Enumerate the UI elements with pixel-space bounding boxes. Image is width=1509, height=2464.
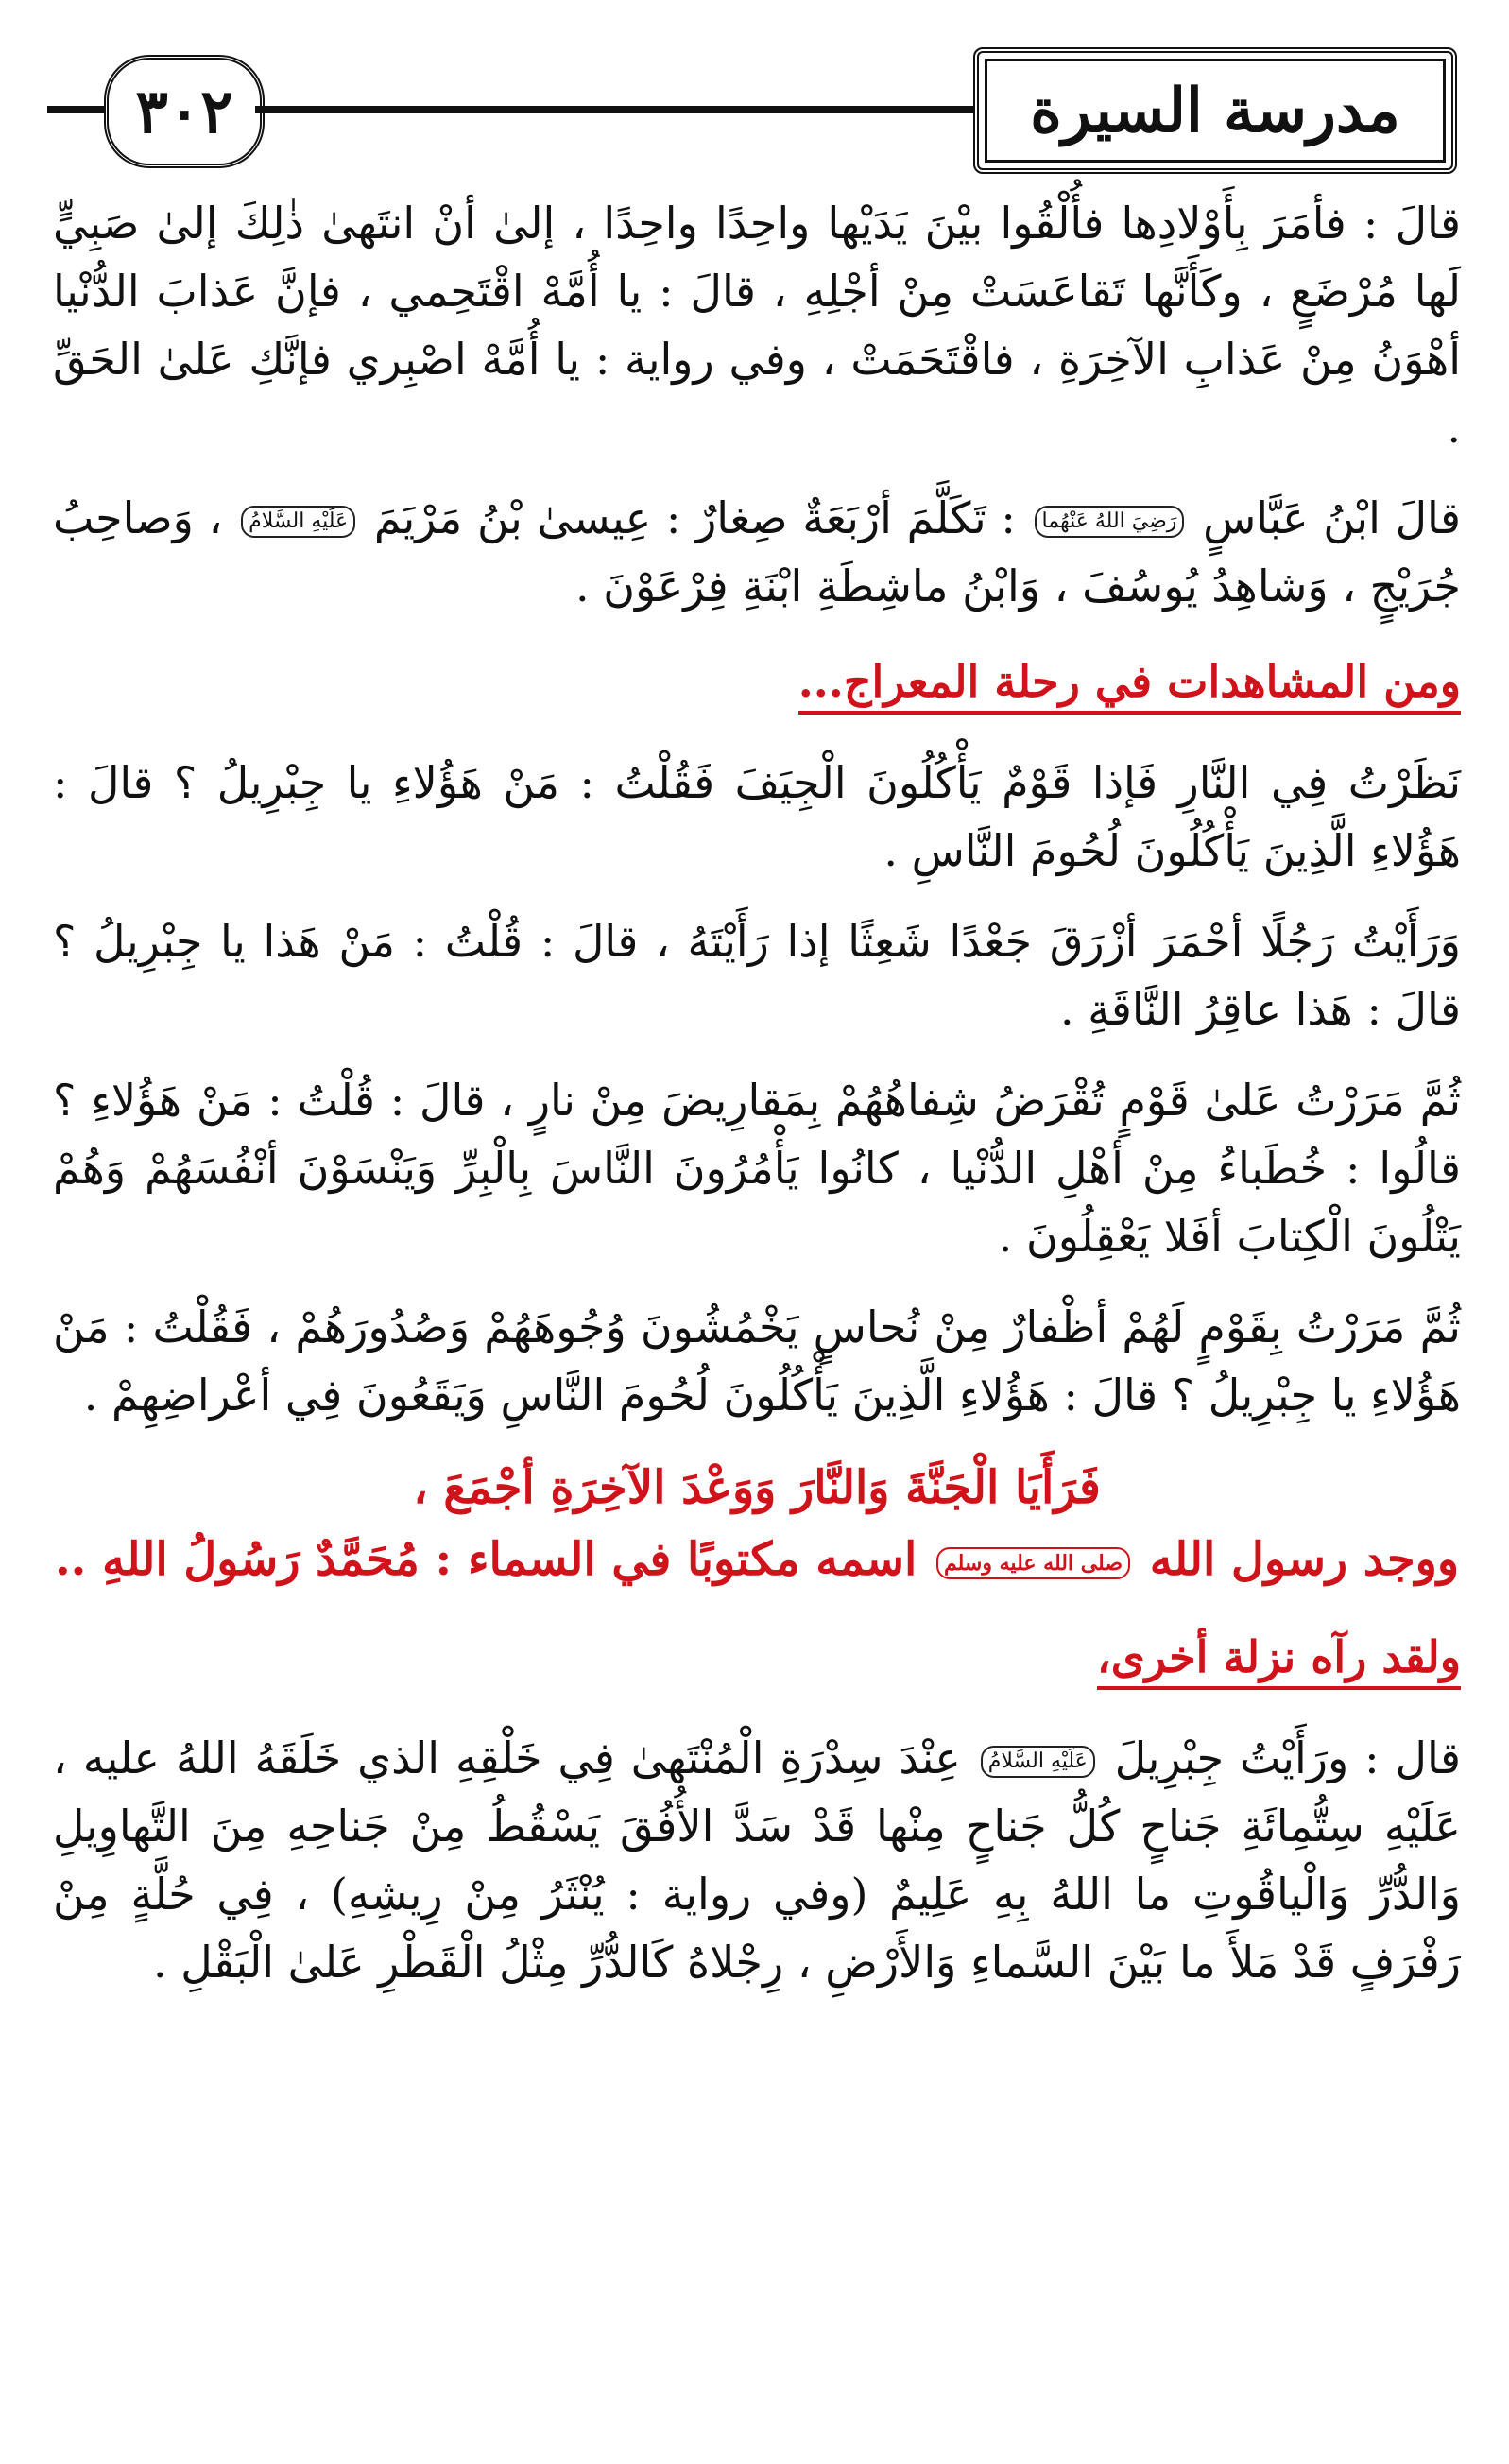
section-heading-nazla <box>53 1624 1461 1690</box>
paragraph-7-part-b: عِنْدَ سِدْرَةِ الْمُنْتَهىٰ فِي خَلْقِهِ الذي خَلَقَهُ اللهُ عليه ، عَلَيْهِ سِتُّمِائَةِ جَناحٍ كُلُّ جَناحٍ مِنْها قَدْ سَدَّ الأُفُقَ يَسْقُطُ مِنْ جَناحِهِ مِنَ التَّهاوِيلِ وَالدُّرِّ وَالْياقُوتِ ما اللهُ بِهِ عَلِيمٌ (وفي رواية : يُنْثَرُ مِنْ رِيشِهِ) ، فِي حُلَّةٍ مِنْ رَفْرَفٍ قَدْ مَلأَ ما بَيْنَ السَّماءِ وَالأَرْضِ ، رِجْلاهُ كَالدُّرِّ مِثْلُ الْقَطْرِ عَلىٰ الْبَقْلِ . <box>53 1732 1461 1988</box>
salutation-alayhi-salam-icon: عَلَيْهِ السَّلامُ <box>241 506 355 538</box>
salutation-radiyallahu-icon: رَضِيَ اللهُ عَنْهُما <box>1035 506 1185 538</box>
paragraph-6: ثُمَّ مَرَرْتُ بِقَوْمٍ لَهُمْ أظْفارٌ مِنْ نُحاسٍ يَخْمُشُونَ وُجُوهَهُمْ وَصُدُورَهُمْ ، فَقُلْتُ : مَنْ هَؤُلاءِ يا جِبْرِيلُ ؟ قالَ : هَؤُلاءِ الَّذِينَ يَأْكُلُونَ لُحُومَ النَّاسِ وَيَقَعُونَ فِي أعْراضِهِمْ . <box>53 1301 1461 1421</box>
page-header <box>47 38 1465 180</box>
page-number: ٣٠٢ <box>104 55 265 168</box>
section-heading-nazla-text: ولقد رآه نزلة أخرى، <box>1097 1631 1461 1690</box>
section-heading-miraj-text: ومن المشاهدات في رحلة المعراج... <box>798 656 1461 715</box>
highlight-line-2-part-b: اسمه مكتوبًا في السماء : مُحَمَّدٌ رَسُولُ اللهِ .. <box>54 1533 917 1586</box>
highlight-quote <box>53 1452 1461 1595</box>
book-title-frame: مدرسة السيرة <box>973 47 1457 174</box>
paragraph-2-part-c: ، وَصاحِبُ جُرَيْجٍ ، وَشاهِدُ يُوسُفَ ، وَابْنُ ماشِطَةِ ابْنَةِ فِرْعَوْنَ . <box>53 492 1461 612</box>
page-body <box>53 189 1461 2019</box>
paragraph-2 <box>53 484 1461 620</box>
section-heading-miraj <box>53 648 1461 715</box>
paragraph-1: قالَ : فأمَرَ بِأَوْلادِها فأُلْقُوا بيْنَ يَدَيْها واحِدًا واحِدًا ، إلىٰ أنْ انتَهىٰ ذٰلِكَ إلىٰ صَبِيٍّ لَها مُرْضَعٍ ، وكَأَنَّها تَقاعَسَتْ مِنْ أجْلِهِ ، قالَ : يا أُمَّهْ اقْتَحِمي ، فإنَّ عَذابَ الدُّنْيا أهْوَنُ مِنْ عَذابِ الآخِرَةِ ، فاقْتَحَمَتْ ، وفي رواية : يا أُمَّهْ اصْبِري فإنَّكِ عَلىٰ الحَقِّ . <box>53 198 1461 453</box>
highlight-line-2 <box>53 1524 1461 1595</box>
salutation-alayhi-salam-icon-2: عَلَيْهِ السَّلامُ <box>981 1746 1095 1778</box>
header-rule-left <box>47 106 104 113</box>
highlight-line-1: فَرَأَيَا الْجَنَّةَ وَالنَّارَ وَوَعْدَ الآخِرَةِ أجْمَعَ ، <box>413 1461 1101 1514</box>
paragraph-4: وَرَأَيْتُ رَجُلًا أحْمَرَ أزْرَقَ جَعْدًا شَعِثًا إذا رَأَيْتَهُ ، قالَ : قُلْتُ : مَنْ هَذا يا جِبْرِيلُ ؟ قالَ : هَذا عاقِرُ النَّاقَةِ . <box>53 916 1461 1035</box>
paragraph-2-part-b: : تَكَلَّمَ أرْبَعَةٌ صِغارٌ : عِيسىٰ بْنُ مَرْيَمَ <box>373 492 1016 543</box>
paragraph-5: ثُمَّ مَرَرْتُ عَلىٰ قَوْمٍ تُقْرَضُ شِفاهُهُمْ بِمَقارِيضَ مِنْ نارٍ ، قالَ : قُلْتُ : مَنْ هَؤُلاءِ ؟ قالُوا : خُطَباءُ مِنْ أهْلِ الدُّنْيا ، كانُوا يَأْمُرُونَ النَّاسَ بِالْبِرِّ وَيَنْسَوْنَ أنْفُسَهُمْ وَهُمْ يَتْلُونَ الْكِتابَ أفَلا يَعْقِلُونَ . <box>53 1075 1461 1262</box>
highlight-line-2-part-a: ووجد رسول الله <box>1149 1533 1460 1586</box>
header-rule-middle <box>255 106 973 113</box>
salutation-sallallahu-icon: صلى الله عليه وسلم <box>936 1547 1130 1579</box>
paragraph-7 <box>53 1724 1461 1996</box>
paragraph-7-part-a: قال : ورَأَيْتُ جِبْرِيلَ <box>1114 1732 1461 1783</box>
paragraph-2-part-a: قالَ ابْنُ عَبَّاسٍ <box>1203 492 1462 543</box>
paragraph-3: نَظَرْتُ فِي النَّارِ فَإذا قَوْمٌ يَأْكُلُونَ الْجِيَفَ فَقُلْتُ : مَنْ هَؤُلاءِ يا جِبْرِيلُ ؟ قالَ : هَؤُلاءِ الَّذِينَ يَأْكُلُونَ لُحُومَ النَّاسِ . <box>53 757 1461 876</box>
